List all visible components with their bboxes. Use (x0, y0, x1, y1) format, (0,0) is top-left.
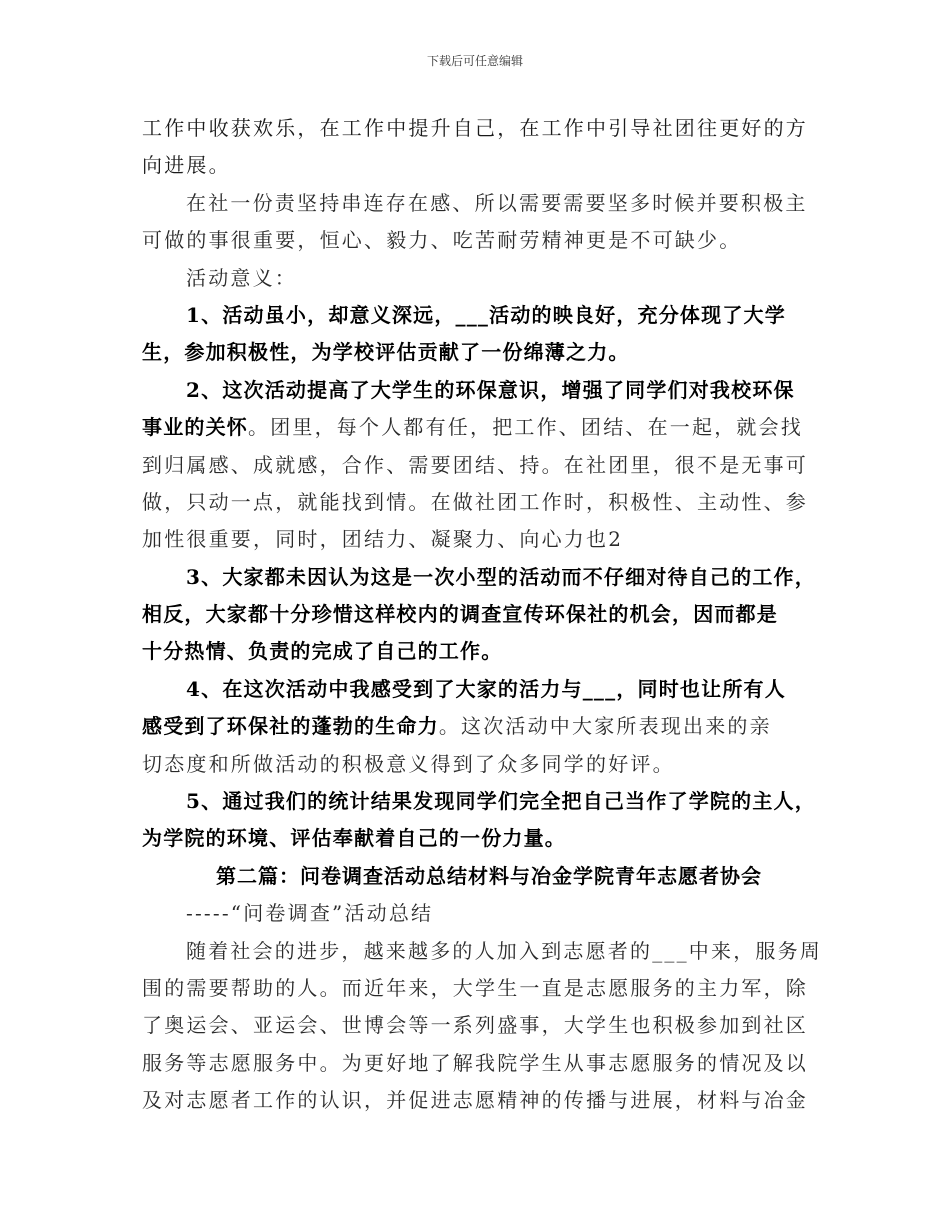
body-line (142, 1007, 812, 1044)
list-item-5-line (142, 820, 812, 857)
list-item-4-line (142, 671, 812, 708)
bold-text-run: 5、通过我们的统计结果发现同学们完全把自己当作了学院的主人， (186, 789, 816, 814)
bold-text-run: 相反，大家都十分珍惜这样校内的调查宣传环保社的机会，因而都是 (142, 602, 778, 627)
body-line (142, 1082, 812, 1119)
text-run: 及对志愿者工作的认识，并促进志愿精神的传播与进展，材料与冶金 (142, 1088, 808, 1113)
body-line (142, 447, 812, 484)
bold-text-run: 4、在这次活动中我感受到了大家的活力与___，同时也让所有人 (186, 676, 786, 701)
body-line (142, 222, 812, 259)
text-run: 。团里，每个人都有任，把工作、团结、在一起，就会找 (248, 415, 803, 440)
title-text: 第二篇：问卷调查活动总结材料与冶金学院青年志愿者协会 (216, 863, 762, 888)
text-run: 到归属感、成就感，合作、需要团结、持。在社团里，很不是无事可 (142, 452, 808, 477)
text-run: 工作中收获欢乐，在工作中提升自己，在工作中引导社团往更好的方 (142, 116, 808, 140)
body-line (142, 521, 812, 558)
list-item-3-line (142, 559, 816, 596)
text-run: 服务等志愿服务中。为更好地了解我院学生从事志愿服务的情况及以 (142, 1050, 808, 1075)
text-run: 可做的事很重要，恒心、毅力、吃苦耐劳精神更是不可缺少。 (142, 228, 742, 253)
text-run: 在社一份责坚持串连存在感、所以需要需要坚多时候并要积极主 (186, 190, 808, 215)
text-run: 围的需要帮助的人。而近年来，大学生一直是志愿服务的主力军，除 (142, 975, 808, 1000)
section-title (142, 858, 812, 895)
text-run: 随着社会的进步，越来越多的人加入到志愿者的___中来，服务周 (186, 938, 822, 963)
body-line (142, 147, 812, 184)
body-line (142, 746, 812, 783)
list-item-1-line (142, 334, 812, 371)
list-item-3-line (142, 596, 812, 633)
list-item-5-line (142, 783, 816, 820)
list-item-4-line (142, 708, 812, 745)
bold-text-run: 生，参加积极性，为学校评估贡献了一份绵薄之力。 (142, 340, 630, 365)
document-body (142, 110, 822, 1120)
bold-text-run: 事业的关怀 (142, 415, 248, 440)
paragraph-first-line (142, 185, 812, 222)
section-label (142, 260, 812, 297)
bold-text-run: 3、大家都未因认为这是一次小型的活动而不仔细对待自己的工作， (186, 564, 816, 589)
body-line (142, 110, 812, 147)
text-run: 了奥运会、亚运会、世博会等一系列盛事，大学生也积极参加到社区 (142, 1013, 808, 1038)
body-line (142, 970, 812, 1007)
list-item-2-line (142, 372, 812, 409)
bold-text-run: 感受到了环保社的蓬勃的生命力 (142, 714, 439, 739)
text-run: 活动意义： (186, 265, 297, 290)
list-item-1-line (142, 297, 812, 334)
bold-text-run: 十分热情、负责的完成了自己的工作。 (142, 639, 503, 664)
text-run: 做，只动一点，就能找到情。在做社团工作时，积极性、主动性、参 (142, 489, 808, 514)
text-run: 。这次活动中大家所表现出来的亲 (438, 714, 772, 739)
list-item-2-line (142, 409, 812, 446)
text-run: 切态度和所做活动的积极意义得到了众多同学的好评。 (142, 751, 675, 776)
text-run: 加性很重要，同时，团结力、凝聚力、向心力也2 (142, 527, 624, 552)
list-item-3-line (142, 633, 812, 670)
body-line (142, 1045, 812, 1082)
bold-text-run: 1、活动虽小，却意义深远，___活动的映良好，充分体现了大学 (186, 302, 786, 327)
text-run: -----“问卷调查”活动总结 (186, 901, 434, 926)
paragraph-first-line (142, 933, 822, 970)
bold-text-run: 为学院的环境、评估奉献着自己的一份力量。 (142, 826, 566, 851)
bold-text-run: 2、这次活动提高了大学生的环保意识，增强了同学们对我校环保 (186, 377, 795, 402)
subtitle-line (142, 895, 812, 932)
text-run: 向进展。 (142, 153, 231, 178)
page-header: 下载后可任意编辑 (426, 54, 523, 68)
body-line (142, 484, 812, 521)
